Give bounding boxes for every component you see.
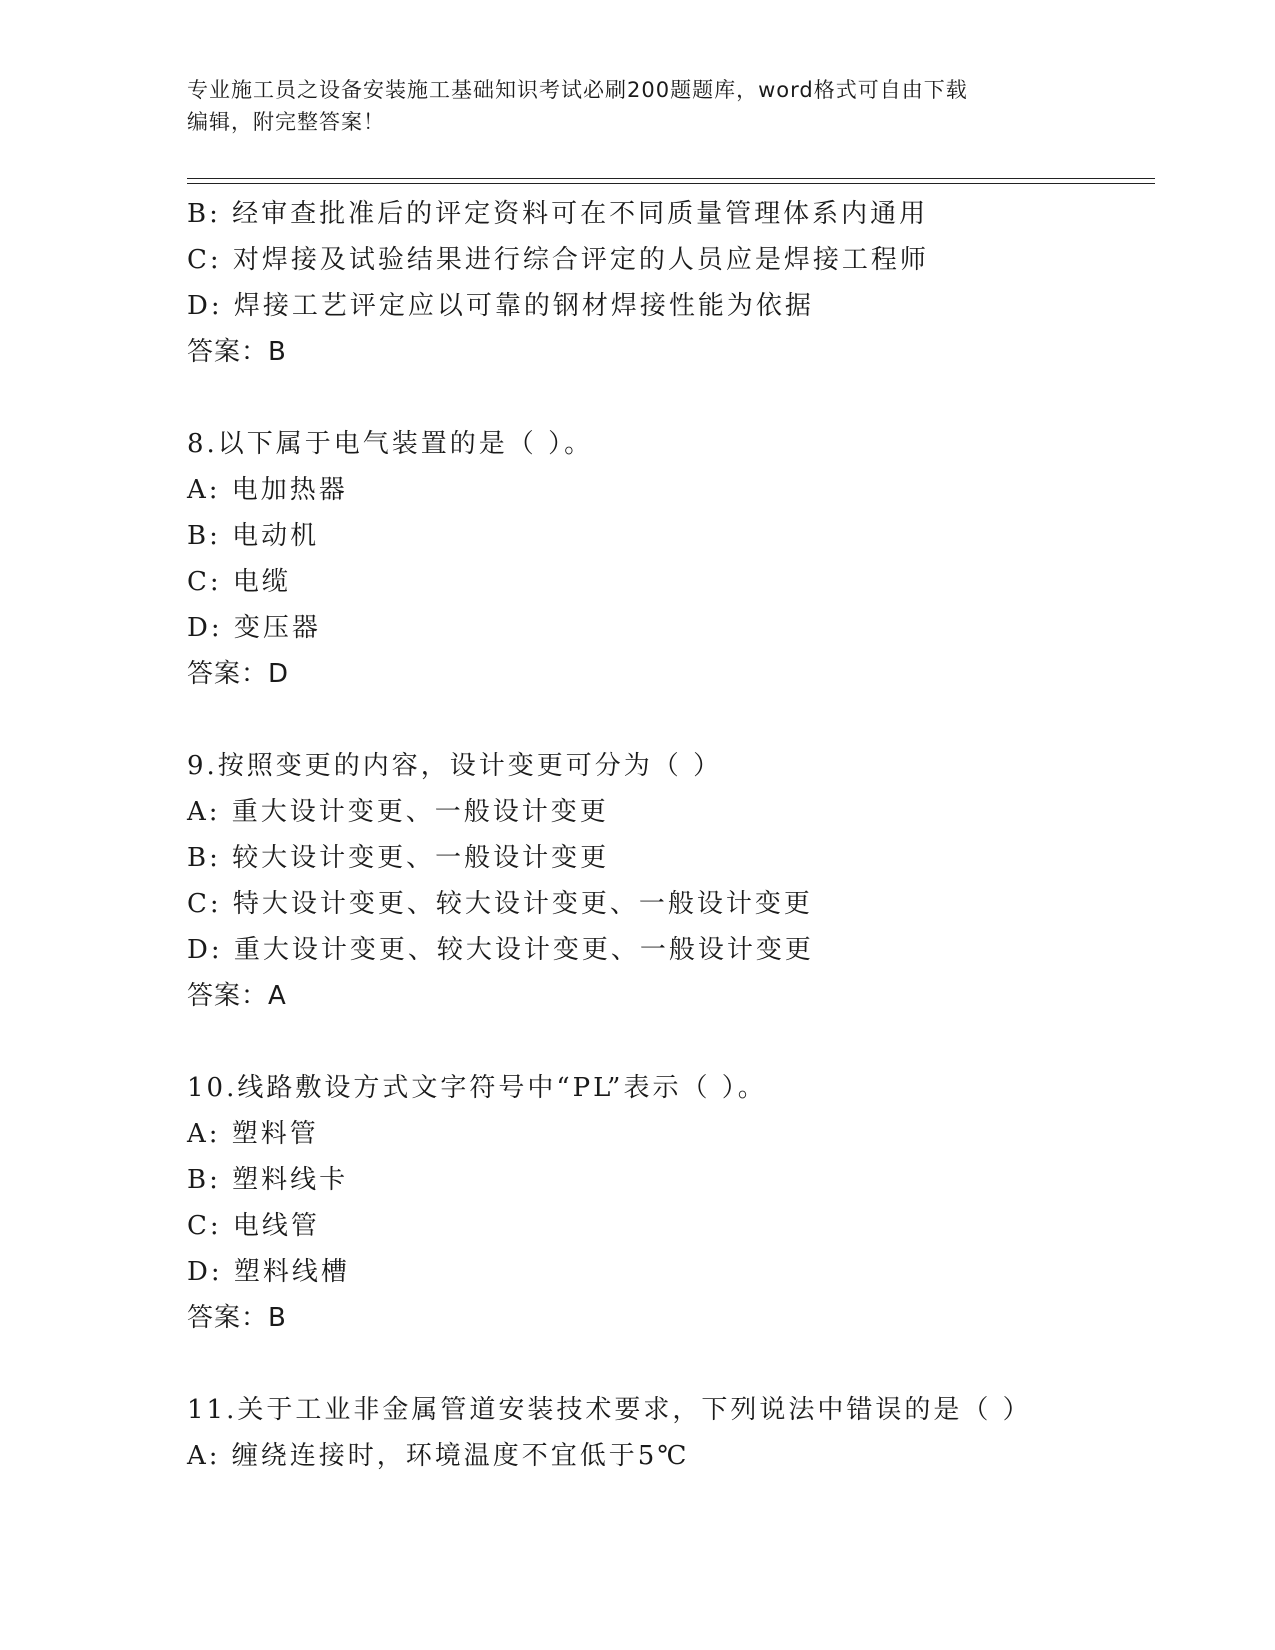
option-b: B: 电动机: [187, 521, 320, 551]
question-9: [187, 743, 1147, 1019]
option-a: A: 缠绕连接时，环境温度不宜低于5℃: [187, 1441, 690, 1471]
answer: 答案：B: [187, 337, 287, 367]
option-a: A: 电加热器: [187, 475, 348, 505]
option-c: C: 电缆: [187, 567, 291, 597]
option-c: C: 对焊接及试验结果进行综合评定的人员应是焊接工程师: [187, 245, 929, 275]
answer: 答案：B: [187, 1303, 287, 1333]
spacer: [187, 697, 1147, 743]
option-d: D: 重大设计变更、较大设计变更、一般设计变更: [187, 935, 814, 965]
option-a: A: 塑料管: [187, 1119, 319, 1149]
header-line-1: 专业施工员之设备安装施工基础知识考试必刷200题题库，word格式可自由下载: [187, 78, 968, 102]
question-text: 10.线路敷设方式文字符号中“PL”表示（ ）。: [187, 1073, 767, 1103]
spacer: [187, 375, 1147, 421]
option-a: A: 重大设计变更、一般设计变更: [187, 797, 609, 827]
answer: 答案：A: [187, 981, 287, 1011]
document-header: [187, 74, 1087, 138]
header-line-2: 编辑，附完整答案！: [187, 110, 385, 134]
question-10: [187, 1065, 1147, 1341]
option-d: D: 变压器: [187, 613, 321, 643]
spacer: [187, 1019, 1147, 1065]
question-list: [187, 191, 1147, 1479]
answer: 答案：D: [187, 659, 290, 689]
option-b: B: 塑料线卡: [187, 1165, 349, 1195]
spacer: [187, 1341, 1147, 1387]
question-11: [187, 1387, 1147, 1479]
option-d: D: 焊接工艺评定应以可靠的钢材焊接性能为依据: [187, 291, 814, 321]
question-7: [187, 191, 1147, 375]
question-8: [187, 421, 1147, 697]
option-b: B: 经审查批准后的评定资料可在不同质量管理体系内通用: [187, 199, 929, 229]
option-d: D: 塑料线槽: [187, 1257, 350, 1287]
question-text: 9.按照变更的内容，设计变更可分为（ ）: [187, 751, 723, 781]
question-text: 8.以下属于电气装置的是（ ）。: [187, 429, 594, 459]
option-c: C: 电线管: [187, 1211, 320, 1241]
option-b: B: 较大设计变更、一般设计变更: [187, 843, 610, 873]
option-c: C: 特大设计变更、较大设计变更、一般设计变更: [187, 889, 813, 919]
header-divider-top: [187, 178, 1155, 179]
question-text: 11.关于工业非金属管道安装技术要求，下列说法中错误的是（ ）: [187, 1395, 1032, 1425]
header-divider-bottom: [187, 183, 1155, 184]
